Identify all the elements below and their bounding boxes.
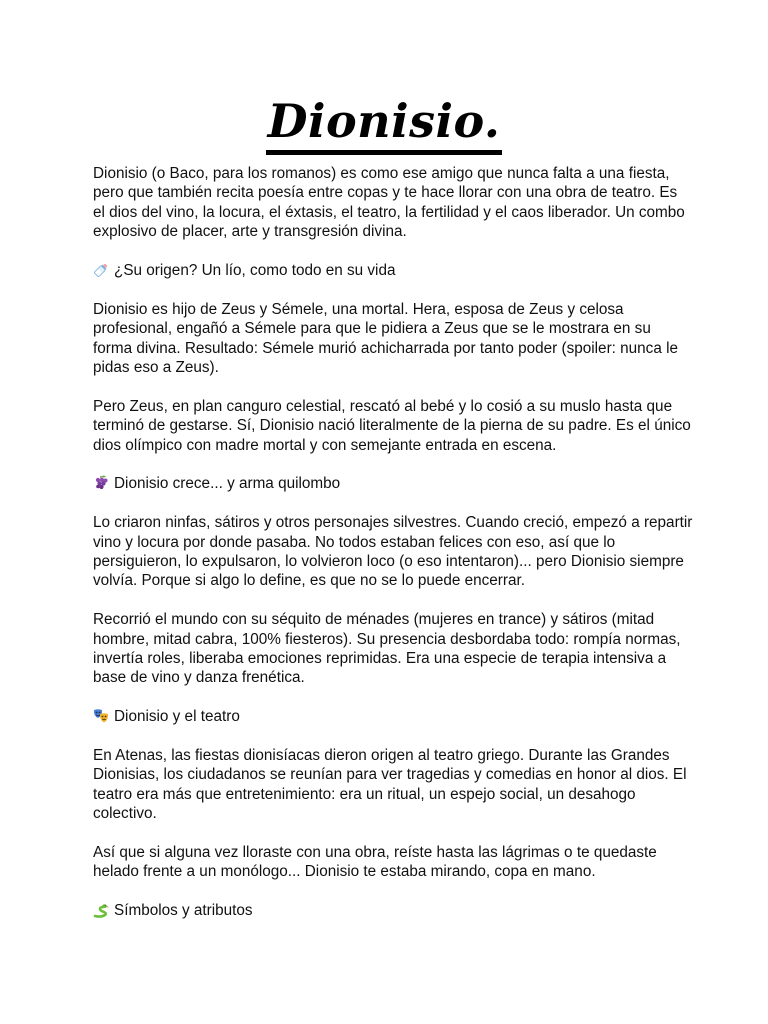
paragraph-origin-2: Pero Zeus, en plan canguro celestial, rescató al bebé y lo cosió a su muslo hasta que terminó de gestarse. Sí, Dionisio nació literalmente de la pierna de su padre. Es el único dios olímpico con madre mortal y con semejante entrada en escena. xyxy=(93,397,691,454)
document-body xyxy=(93,164,693,940)
paragraph-theatre-1: En Atenas, las fiestas dionisíacas dieron origen al teatro griego. Durante las Grandes Dionisias, los ciudadanos se reunían para ver tragedias y comedias en honor al dios. El teatro era más que entretenimiento: era un ritual, un espejo social, un desahogo colectivo. xyxy=(93,747,687,823)
paragraph-origin-1: Dionisio es hijo de Zeus y Sémele, una mortal. Hera, esposa de Zeus y celosa profesional, engañó a Sémele para que le pidiera a Zeus que se le mostrara en su forma divina. Resultado: Sémele murió achicharrada por tanto poder (spoiler: nunca le pidas eso a Zeus). xyxy=(93,300,678,377)
paragraph-grows-2: Recorrió el mundo con su séquito de ménades (mujeres en trance) y sátiros (mitad hombre, mitad cabra, 100% fiesteros). Su presencia desbordaba todo: rompía normas, invertía roles, liberaba emociones reprimidas. Era una especie de terapia intensiva a base de vino y danza frenética. xyxy=(93,611,681,687)
paragraph-grows-1: Lo criaron ninfas, sátiros y otros personajes silvestres. Cuando creció, empezó a repartir vino y locura por donde pasaba. No todos estaban felices con eso, así que lo persiguieron, lo expulsaron, lo volvieron loco (o eso intentaron)... pero Dionisio siempre volvía. Porque si algo lo define, es que no se lo puede encerrar. xyxy=(93,514,693,590)
section-heading-theatre-text: Dionisio y el teatro xyxy=(114,708,240,726)
theatre-masks-icon xyxy=(93,708,109,724)
section-heading-symbols xyxy=(93,901,693,920)
grapes-icon xyxy=(93,475,109,491)
section-heading-grows xyxy=(93,474,693,493)
baby-bottle-icon xyxy=(93,262,109,278)
section-heading-symbols-text: Símbolos y atributos xyxy=(114,902,253,920)
paragraph-theatre-2: Así que si alguna vez lloraste con una obra, reíste hasta las lágrimas o te quedaste helado frente a un monólogo... Dionisio te estaba mirando, copa en mano. xyxy=(93,844,657,881)
section-heading-origin xyxy=(93,261,693,280)
section-heading-theatre xyxy=(93,707,693,726)
section-heading-origin-text: ¿Su origen? Un lío, como todo en su vida xyxy=(114,262,396,280)
document-title: Dionisio. xyxy=(266,92,503,155)
snake-icon xyxy=(93,902,109,918)
section-heading-grows-text: Dionisio crece... y arma quilombo xyxy=(114,475,341,493)
paragraph-intro: Dionisio (o Baco, para los romanos) es como ese amigo que nunca falta a una fiesta, pero que también recita poesía entre copas y te hace llorar con una obra de teatro. Es el dios del vino, la locura, el éxtasis, el teatro, la fertilidad y el caos liberador. Un combo explosivo de placer, arte y transgresión divina. xyxy=(93,165,685,241)
title-container xyxy=(0,92,768,155)
